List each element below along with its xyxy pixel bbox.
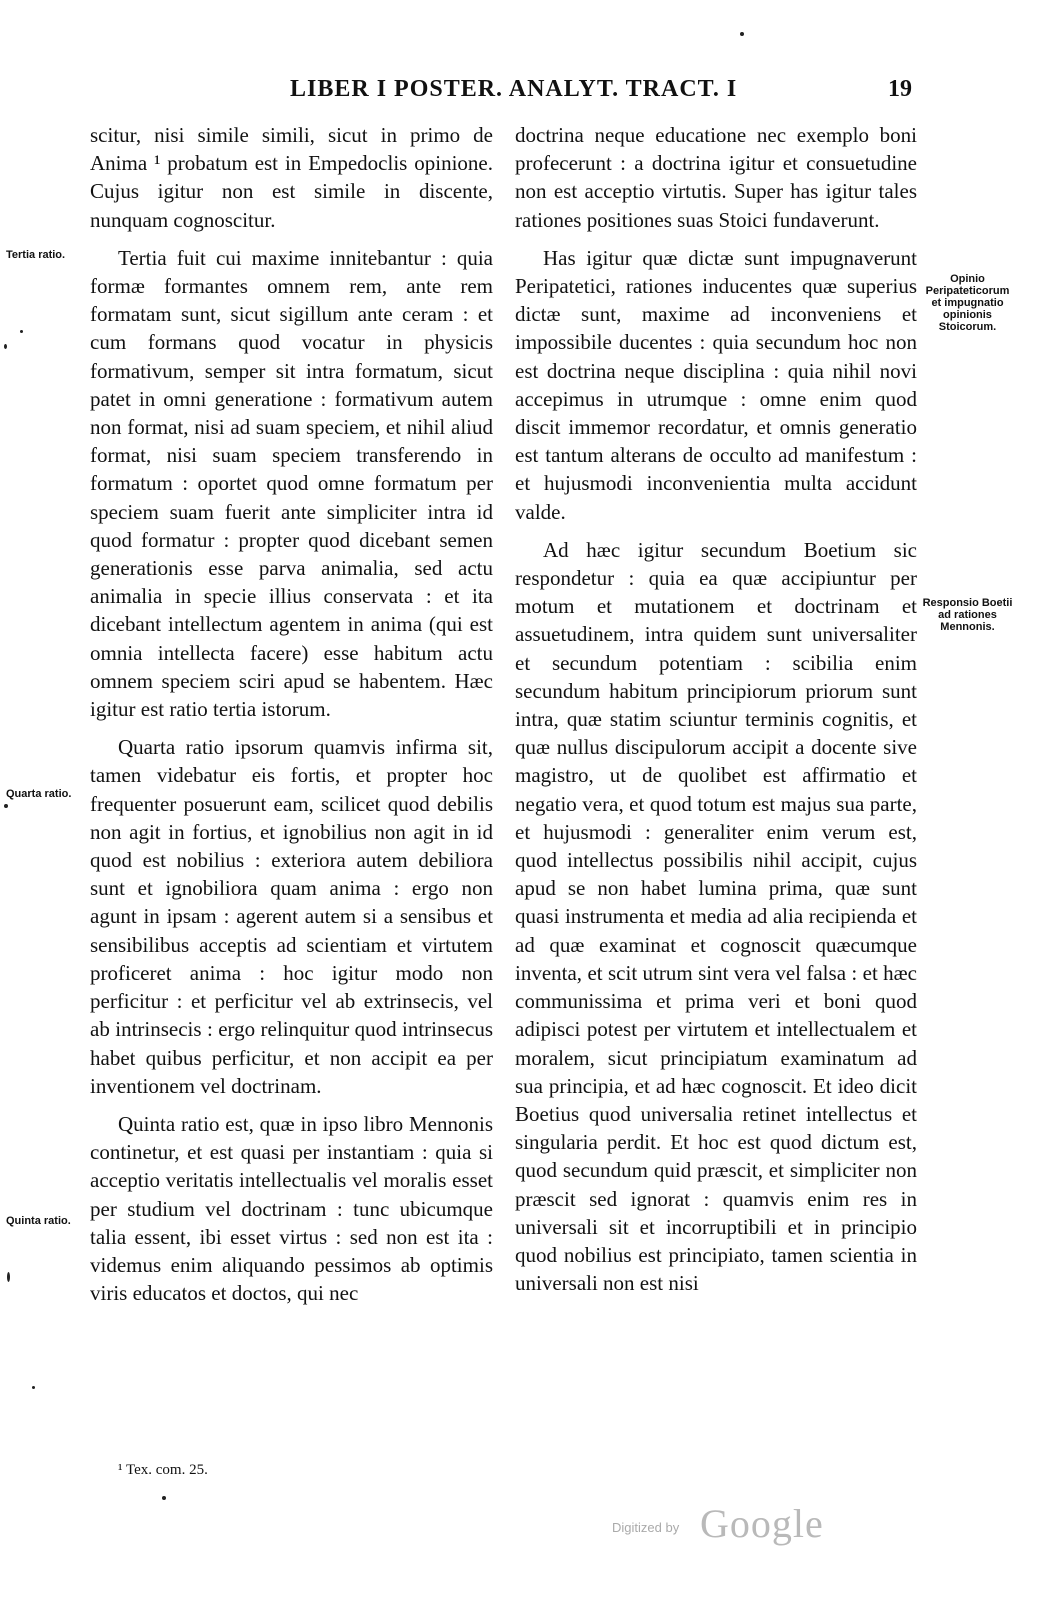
paragraph: Has igitur quæ dictæ sunt impugnaverunt Peripatetici, rationes inducentes quæ superius dictæ sunt, maxime ad inconveniens et impossibile ducentes : quia secundum hoc non est doctrina neque disciplina : quia nihil novi accepimus in utrumque : omne enim quod discit immemor recordatur, et omnis generatio est tantum alterans de occulto ad manifestum : et hujusmodi inconvenientia multa accidunt valde. — [515, 245, 917, 524]
margin-note-quinta: Quinta ratio. — [6, 1215, 71, 1227]
running-head: LIBER I POSTER. ANALYT. TRACT. I — [290, 76, 738, 102]
paragraph: Quarta ratio ipsorum quamvis infirma sit, tamen videbatur eis fortis, et propter hoc frequenter posuerunt eam, scilicet quod debilis non agit in fortius, et ignobilius non agit in id quod est nobilius : exteriora autem debiliora sunt et ignobiliora quam anima : ergo non agunt in ipsam : agerent autem si a sensibus et sensibilibus acceptis ad scientiam et virtutem proficeret anima : hoc igitur modo non perficitur : et perficitur vel ab extrinsecis, vel ab intrinsecis : ergo relinquitur quod intrinsecus habet quibus perficitur, et non accipit ea per inventionem vel doctrinam. — [90, 735, 493, 1098]
print-speck — [20, 330, 23, 333]
watermark-prefix: Digitized by — [612, 1520, 680, 1535]
print-speck — [162, 1496, 166, 1500]
print-speck — [740, 32, 744, 36]
paragraph: Tertia fuit cui maxime innitebantur : quia formæ formantes omnem rem, ante rem formatam sunt, sicut sigillum ante ceram : et cum formans quod vocatur in physicis formativum, semper sit intra formatum, sicut patet in omni generatione : formativum autem non format, nisi ad suam speciem, et nihil aliud format, nisi suam speciem transferendo in formatum : oportet quod omne formatum per speciem suam fuerit ante simpliciter intra id quod formatur : propter quod dicebant semen generationis esse parva animalia, sed actu animalia in specie illius conservata : et ita dicebant intellectum agentem in anima (qui est omnia intellecta facere) esse habitum actu omnem speciem sciri apud se habentem. Hæc igitur est ratio tertia istorum. — [90, 245, 493, 722]
left-column — [90, 121, 493, 1317]
footnote: ¹ Tex. com. 25. — [118, 1462, 208, 1478]
page-header — [0, 76, 1062, 110]
margin-note-opinio: Opinio Peripateticorum et impugnatio opinionis Stoicorum. — [925, 273, 1010, 333]
print-speck — [4, 344, 7, 349]
paragraph: scitur, nisi simile simili, sicut in primo de Anima ¹ probatum est in Empedoclis opinione. Cujus igitur non est simile in discente, nunquam cognoscitur. — [90, 123, 493, 232]
paragraph: doctrina neque educatione nec exemplo boni profecerunt : a doctrina igitur et consuetudine non est acceptio virtutis. Super has igitur tales rationes positiones suas Stoici fundaverunt. — [515, 123, 917, 232]
paragraph: Ad hæc igitur secundum Boetium sic respondetur : quia ea quæ accipiuntur per motum et mutationem et doctrinam et assuetudinem, intra quidem sunt universaliter et secundum potentiam : scibilia enim secundum habitum principiorum priorum sunt intra, quæ statim sciuntur terminis cognitis, et quæ nullus discipulorum accipit a docente sive magistro, ut de quolibet est affirmatio et negatio vera, et quod totum est majus sua parte, et hujusmodi : generaliter enim verum est, quod intellectus possibilis nihil accipit, cujus apud se non habet lumina prima, quæ sunt quasi instrumenta et media ad alia recipienda et ad quæ examinat et cognoscit quæcumque inventa, et scit utrum sint vera vel falsa : et hæc communissima et prima veri et boni quod adipisci potest per virtutem et intellectualem et moralem, sicut principiatum examinatum ad sua principia, et ad hæc cognoscit. Et ideo dicit Boetius quod universalia retinet intellectus et singularia perdit. Et hoc est quod dictum est, quod secundum quid præscit, et simpliciter non præscit sed ignorat : quamvis enim res in universali sit et incorruptibili et in principio quod nobilius est principiato, tamen scientia in universali non est nisi — [515, 537, 917, 1296]
right-column — [515, 121, 917, 1307]
print-speck — [4, 804, 8, 808]
print-speck — [32, 1386, 35, 1389]
margin-note-tertia: Tertia ratio. — [6, 249, 66, 261]
paragraph: Quinta ratio est, quæ in ipso libro Mennonis continetur, et est quasi per instantiam : quia si acceptio veritatis intellectualis vel moralis esset per studium vel doctrinam : tunc ubicumque talia essent, ibi esset virtus : sed non est ita : videmus enim aliquando pessimos ab optimis viris educatos et doctos, qui nec — [90, 1111, 493, 1306]
google-logo: Google — [700, 1501, 824, 1546]
page-number: 19 — [888, 76, 912, 102]
print-speck — [7, 1272, 10, 1282]
margin-note-responsio: Responsio Boetii ad rationes Mennonis. — [922, 597, 1013, 633]
margin-note-quarta: Quarta ratio. — [6, 788, 72, 800]
